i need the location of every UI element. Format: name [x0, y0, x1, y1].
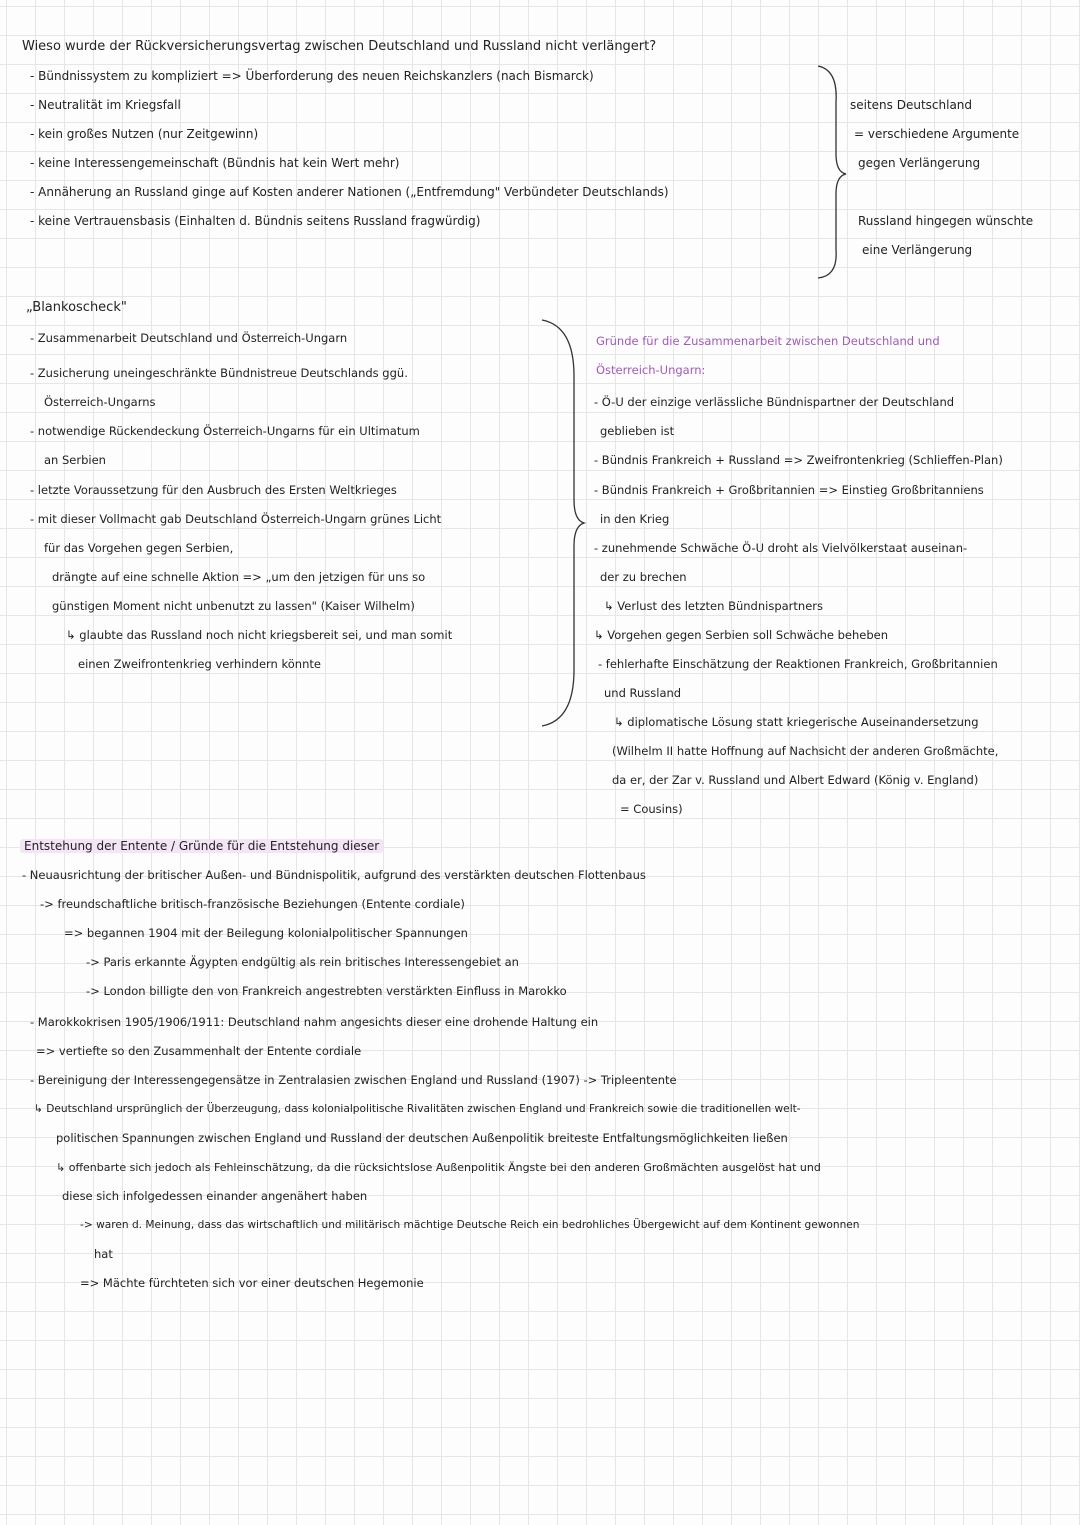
reasons-line: in den Krieg [600, 512, 670, 526]
reasons-line: der zu brechen [600, 570, 687, 584]
entente-line: hat [94, 1247, 113, 1261]
reasons-line: (Wilhelm II hatte Hoffnung auf Nachsicht der anderen Großmächte, [612, 744, 999, 758]
section3-title [20, 838, 383, 855]
entente-line: ↳ offenbarte sich jedoch als Fehleinschätzung, da die rücksichtslose Außenpolitik Ängste bei den anderen Großmächten ausgelöst hat und [56, 1161, 821, 1174]
section1-point: - keine Vertrauensbasis (Einhalten d. Bündnis seitens Russland fragwürdig) [30, 214, 481, 228]
blankoscheck-line: - Zusammenarbeit Deutschland und Österreich-Ungarn [30, 331, 348, 345]
section2-title: „Blankoscheck" [26, 300, 127, 315]
section1-side: gegen Verlängerung [858, 156, 981, 170]
reasons-line: = Cousins) [620, 802, 683, 816]
blankoscheck-line: günstigen Moment nicht unbenutzt zu lassen" (Kaiser Wilhelm) [52, 599, 415, 613]
section1-side: seitens Deutschland [850, 98, 973, 112]
entente-line: - Neuausrichtung der britischer Außen- und Bündnispolitik, aufgrund des verstärkten deutschen Flottenbaus [22, 868, 646, 882]
reasons-line: - fehlerhafte Einschätzung der Reaktionen Frankreich, Großbritannien [598, 657, 998, 671]
blankoscheck-line: - notwendige Rückendeckung Österreich-Ungarns für ein Ultimatum [30, 424, 420, 438]
entente-line: => begannen 1904 mit der Beilegung kolonialpolitischer Spannungen [64, 926, 468, 940]
reasons-line: und Russland [604, 686, 682, 700]
blankoscheck-line: einen Zweifrontenkrieg verhindern könnte [78, 657, 321, 671]
entente-line: => vertiefte so den Zusammenhalt der Entente cordiale [36, 1044, 362, 1058]
blankoscheck-line: an Serbien [44, 453, 106, 467]
reasons-line: - Bündnis Frankreich + Russland => Zweifrontenkrieg (Schlieffen-Plan) [594, 453, 1003, 467]
blankoscheck-line: drängte auf eine schnelle Aktion => „um den jetzigen für uns so [52, 570, 426, 584]
blankoscheck-line: für das Vorgehen gegen Serbien, [44, 541, 234, 555]
reasons-heading: Gründe für die Zusammenarbeit zwischen Deutschland und [596, 334, 940, 348]
blankoscheck-line: - letzte Voraussetzung für den Ausbruch des Ersten Weltkrieges [30, 483, 397, 497]
entente-line: -> waren d. Meinung, dass das wirtschaftlich und militärisch mächtige Deutsche Reich ein bedrohliches Übergewicht auf dem Kontinent gewonnen [80, 1219, 860, 1231]
section1-point: - Bündnissystem zu kompliziert => Überforderung des neuen Reichskanzlers (nach Bismarck) [30, 69, 594, 83]
reasons-line: ↳ Vorgehen gegen Serbien soll Schwäche beheben [594, 628, 889, 642]
reasons-line: geblieben ist [600, 424, 675, 438]
section1-point: - keine Interessengemeinschaft (Bündnis hat kein Wert mehr) [30, 156, 400, 170]
section1-point: - kein großes Nutzen (nur Zeitgewinn) [30, 127, 259, 141]
entente-line: ↳ Deutschland ursprünglich der Überzeugung, dass kolonialpolitische Rivalitäten zwischen England und Frankreich sowie die traditionellen welt- [34, 1103, 801, 1115]
right-brace-1 [814, 62, 850, 282]
section1-point: - Annäherung an Russland ginge auf Kosten anderer Nationen („Entfremdung" Verbündeter Deutschlands) [30, 185, 669, 199]
entente-line: -> Paris erkannte Ägypten endgültig als rein britisches Interessengebiet an [86, 955, 519, 969]
entente-line: -> London billigte den von Frankreich angestrebten verstärkten Einfluss in Marokko [86, 984, 567, 998]
reasons-line: da er, der Zar v. Russland und Albert Edward (König v. England) [612, 773, 979, 787]
reasons-line: - Ö-U der einzige verlässliche Bündnispartner der Deutschland [594, 395, 955, 409]
section1-point: - Neutralität im Kriegsfall [30, 98, 181, 112]
entente-line: diese sich infolgedessen einander angenähert haben [62, 1189, 368, 1203]
entente-line: - Bereinigung der Interessengegensätze in Zentralasien zwischen England und Russland (1907) -> Tripleentente [30, 1073, 677, 1087]
reasons-line: - zunehmende Schwäche Ö-U droht als Vielvölkerstaat auseinan- [594, 541, 968, 555]
section1-side: = verschiedene Argumente [854, 127, 1020, 141]
reasons-line: - Bündnis Frankreich + Großbritannien => Einstieg Großbritanniens [594, 483, 984, 497]
blankoscheck-line: - mit dieser Vollmacht gab Deutschland Österreich-Ungarn grünes Licht [30, 512, 442, 526]
blankoscheck-line: ↳ glaubte das Russland noch nicht kriegsbereit sei, und man somit [66, 628, 453, 642]
blankoscheck-line: - Zusicherung uneingeschränkte Bündnistreue Deutschlands ggü. [30, 366, 408, 380]
section1-side: eine Verlängerung [862, 243, 973, 257]
section3-title-text: Entstehung der Entente / Gründe für die Entstehung dieser [20, 839, 383, 853]
reasons-line: ↳ Verlust des letzten Bündnispartners [604, 599, 823, 613]
entente-line: - Marokkokrisen 1905/1906/1911: Deutschland nahm angesichts dieser eine drohende Haltung ein [30, 1015, 599, 1029]
entente-line: -> freundschaftliche britisch-französische Beziehungen (Entente cordiale) [40, 897, 465, 911]
section1-side: Russland hingegen wünschte [858, 214, 1034, 228]
entente-line: politischen Spannungen zwischen England und Russland der deutschen Außenpolitik breiteste Entfaltungsmöglichkeiten ließen [56, 1131, 788, 1145]
blankoscheck-line: Österreich-Ungarns [44, 395, 156, 409]
reasons-line: ↳ diplomatische Lösung statt kriegerische Auseinandersetzung [614, 715, 979, 729]
section1-title: Wieso wurde der Rückversicherungsvertag zwischen Deutschland und Russland nicht verlängert? [22, 39, 657, 54]
entente-line: => Mächte fürchteten sich vor einer deutschen Hegemonie [80, 1276, 424, 1290]
reasons-heading: Österreich-Ungarn: [596, 363, 706, 377]
right-brace-2 [538, 316, 588, 730]
